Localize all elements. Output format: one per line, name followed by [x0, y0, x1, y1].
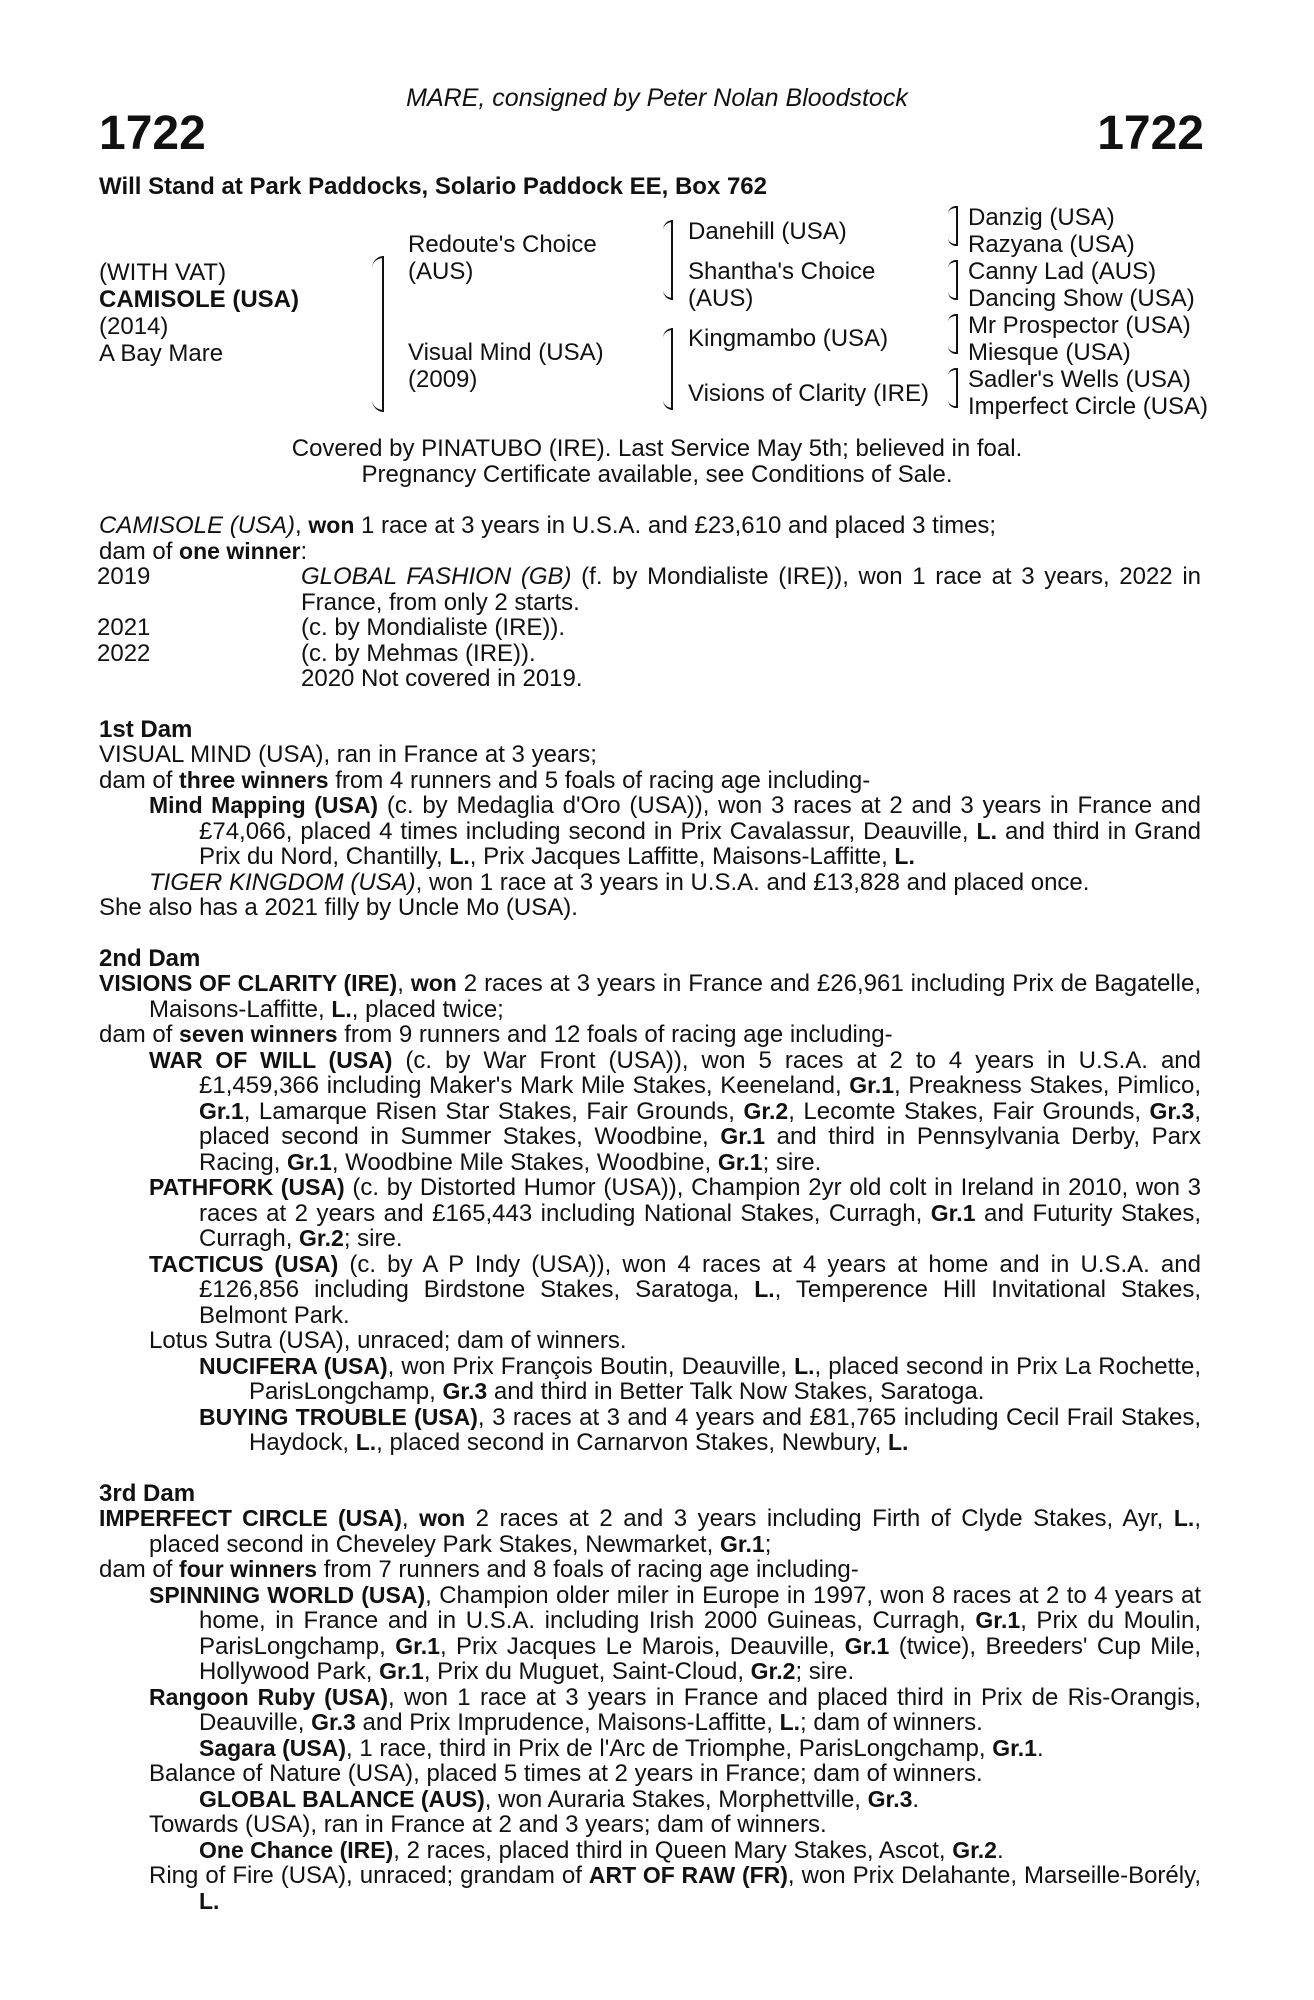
second-dam-heading: 2nd Dam: [99, 944, 201, 972]
produce-entry: Balance of Nature (USA), placed 5 times at 2 years in France; dam of winners.: [149, 1760, 983, 1787]
first-dam-heading: 1st Dam: [99, 715, 193, 743]
covered-line-1: Covered by PINATUBO (IRE). Last Service May 5th; believed in foal.: [291, 435, 1023, 462]
produce-row: 2021 (c. by Mondialiste (IRE)).: [97, 614, 566, 641]
horse-year: (2014): [99, 313, 169, 340]
pedigree-ssd: Razyana (USA): [968, 231, 1135, 258]
dam-dam: Visions of Clarity (IRE): [688, 380, 929, 407]
pedigree-sdd: Dancing Show (USA): [968, 285, 1195, 312]
first-dam-dam-of: dam of three winners from 4 runners and 5 foals of racing age including-: [99, 766, 871, 794]
produce-entry: Ring of Fire (USA), unraced; grandam of ART OF RAW (FR), won Prix Delahante, Marseille-Borély, L.: [149, 1862, 1201, 1914]
brace-g2: [948, 260, 958, 300]
pedigree-ddd: Imperfect Circle (USA): [968, 393, 1209, 420]
pedigree-dss: Mr Prospector (USA): [968, 312, 1191, 339]
sire-name: Redoute's Choice: [408, 231, 597, 258]
third-dam-dam-of: dam of four winners from 7 runners and 8 foals of racing age including-: [99, 1556, 859, 1583]
second-dam-summary: VISIONS OF CLARITY (IRE), won 2 races at 3 years in France and £26,961 including Prix de Bagatelle, Maisons-Laffitte, L., placed twice;: [99, 970, 1201, 1023]
produce-entry: PATHFORK (USA) (c. by Distorted Humor (USA)), Champion 2yr old colt in Ireland in 2010, won 3 races at 2 years and £165,443 including National Stakes, Curragh, Gr.1 and Futurity Stakes, Curragh, Gr.2; sire.: [149, 1174, 1201, 1252]
horse-description: A Bay Mare: [99, 340, 224, 367]
brace-g1: [948, 206, 958, 246]
consignor-line: MARE, consigned by Peter Nolan Bloodstock: [406, 84, 908, 112]
dam-sire: Kingmambo (USA): [688, 325, 889, 352]
third-dam-heading: 3rd Dam: [99, 1479, 196, 1507]
pedigree-brace-main: [372, 256, 384, 412]
pedigree-sss: Danzig (USA): [968, 204, 1115, 231]
sire-sire: Danehill (USA): [688, 218, 847, 245]
dam-name: Visual Mind (USA): [408, 339, 604, 366]
produce-entry: SPINNING WORLD (USA), Champion older miler in Europe in 1997, won 8 races at 2 to 4 years at home, in France and in U.S.A. including Irish 2000 Guineas, Curragh, Gr.1, Prix du Moulin, ParisLongchamp, Gr.1, Prix Jacques Le Marois, Deauville, Gr.1 (twice), Breeders' Cup Mile, Hollywood Park, Gr.1, Prix du Muguet, Saint-Cloud, Gr.2; sire.: [149, 1581, 1201, 1685]
sire-dam-country: (AUS): [688, 285, 754, 312]
pedigree-brace-dam: [663, 328, 673, 410]
grand-produce-entry: One Chance (IRE), 2 races, placed third in Queen Mary Stakes, Ascot, Gr.2.: [199, 1836, 1004, 1864]
brace-g3: [948, 314, 958, 354]
produce-entry: Lotus Sutra (USA), unraced; dam of winners.: [149, 1327, 627, 1354]
brace-g4: [948, 368, 958, 408]
grand-produce-entry: NUCIFERA (USA), won Prix François Boutin, Deauville, L., placed second in Prix La Rochette, ParisLongchamp, Gr.3 and third in Better Talk Now Stakes, Saratoga.: [199, 1352, 1201, 1405]
produce-entry: Rangoon Ruby (USA), won 1 race at 3 years in France and placed third in Prix de Ris-Orangis, Deauville, Gr.3 and Prix Imprudence, Maisons-Laffitte, L.; dam of winners.: [149, 1683, 1201, 1736]
produce-entry: WAR OF WILL (USA) (c. by War Front (USA)), won 5 races at 2 to 4 years in U.S.A. and £1,459,366 including Maker's Mark Mile Stakes, Keeneland, Gr.1, Preakness Stakes, Pimlico, Gr.1, Lamarque Risen Star Stakes, Fair Grounds, Gr.2, Lecomte Stakes, Fair Grounds, Gr.3, placed second in Summer Stakes, Woodbine, Gr.1 and third in Pennsylvania Derby, Parx Racing, Gr.1, Woodbine Mile Stakes, Woodbine, Gr.1; sire.: [149, 1046, 1202, 1176]
pedigree-brace-sire: [663, 220, 673, 300]
produce-summary: CAMISOLE (USA), won 1 race at 3 years in U.S.A. and £23,610 and placed 3 times;: [99, 512, 997, 539]
grand-produce-entry: BUYING TROUBLE (USA), 3 races at 3 and 4 years and £81,765 including Cecil Frail Stakes, Haydock, L., placed second in Carnarvon Stakes, Newbury, L.: [199, 1403, 1201, 1456]
stand-location: Will Stand at Park Paddocks, Solario Paddock EE, Box 762: [99, 173, 768, 200]
sire-country: (AUS): [408, 258, 474, 285]
third-dam-summary: IMPERFECT CIRCLE (USA), won 2 races at 2 and 3 years including Firth of Clyde Stakes, Ayr, L., placed second in Cheveley Park Stakes, Newmarket, Gr.1;: [99, 1505, 1201, 1558]
second-dam-dam-of: dam of seven winners from 9 runners and 12 foals of racing age including-: [99, 1021, 893, 1048]
sire-dam: Shantha's Choice: [688, 258, 876, 285]
lot-number-left: 1722: [99, 107, 206, 160]
produce-entry: TIGER KINGDOM (USA), won 1 race at 3 years in U.S.A. and £13,828 and placed once.: [149, 868, 1090, 896]
first-dam-line: VISUAL MIND (USA), ran in France at 3 years;: [99, 741, 597, 768]
dam-year: (2009): [408, 366, 478, 393]
produce-row: 2022 (c. by Mehmas (IRE)).: [97, 639, 536, 667]
lot-number-right: 1722: [1097, 107, 1204, 160]
produce-entry: Towards (USA), ran in France at 2 and 3 years; dam of winners.: [149, 1811, 827, 1838]
first-dam-note: She also has a 2021 filly by Uncle Mo (USA).: [99, 894, 578, 921]
pedigree-dsd: Miesque (USA): [968, 339, 1131, 366]
produce-row: 2020 Not covered in 2019.: [301, 665, 583, 692]
produce-entry: TACTICUS (USA) (c. by A P Indy (USA)), won 4 races at 4 years at home and in U.S.A. and £126,856 including Birdstone Stakes, Saratoga, L., Temperence Hill Invitational Stakes, Belmont Park.: [149, 1250, 1201, 1329]
pedigree-dds: Sadler's Wells (USA): [968, 366, 1191, 393]
produce-dam-of: dam of one winner:: [99, 537, 308, 565]
grand-produce-entry: Sagara (USA), 1 race, third in Prix de l'Arc de Triomphe, ParisLongchamp, Gr.1.: [199, 1734, 1044, 1762]
produce-entry: Mind Mapping (USA) (c. by Medaglia d'Oro (USA)), won 3 races at 2 and 3 years in France and £74,066, placed 4 times including second in Prix Cavalassur, Deauville, L. and third in Grand Prix du Nord, Chantilly, L., Prix Jacques Laffitte, Maisons-Laffitte, L.: [149, 792, 1201, 870]
catalogue-body: [99, 513, 1201, 1914]
pedigree-sds: Canny Lad (AUS): [968, 258, 1157, 285]
grand-produce-entry: GLOBAL BALANCE (AUS), won Auraria Stakes, Morphettville, Gr.3.: [199, 1785, 920, 1813]
horse-name: CAMISOLE (USA): [99, 286, 299, 313]
vat-label: (WITH VAT): [99, 259, 227, 286]
covered-line-2: Pregnancy Certificate available, see Conditions of Sale.: [361, 461, 953, 488]
produce-row: 2019 GLOBAL FASHION (GB) (f. by Mondialiste (IRE)), won 1 race at 3 years, 2022 in France, from only 2 starts.: [97, 563, 1201, 616]
